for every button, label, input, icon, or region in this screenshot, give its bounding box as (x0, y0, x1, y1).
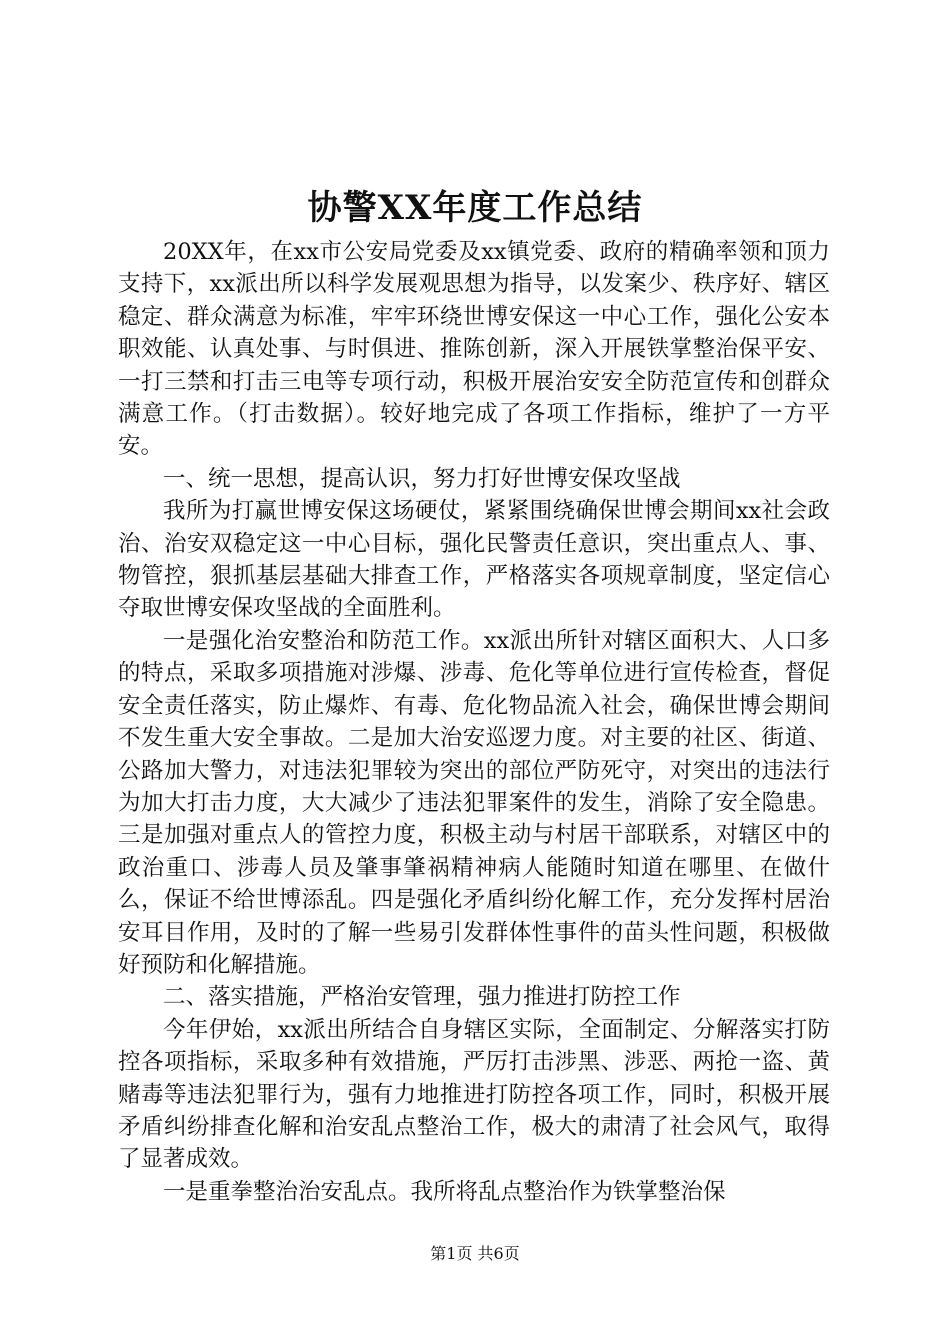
paragraph-intro: 20XX年，在xx市公安局党委及xx镇党委、政府的精确率领和顶力支持下，xx派出所以科学发展观思想为指导，以发案少、秩序好、辖区稳定、群众满意为标准，牢牢环绕世博安保这一中心工作，强化公安本职效能、认真处事、与时俱进、推陈创新，深入开展铁掌整治保平安、一打三禁和打击三电等专项行动，积极开展治安安全防范宣传和创群众满意工作。（打击数据）。较好地完成了各项工作指标，维护了一方平安。 (118, 239, 830, 460)
document-title: 协警XX年度工作总结 (307, 188, 643, 228)
section-heading-1: 一、统一思想，提高认识，努力打好世博安保攻坚战 (163, 465, 681, 492)
paragraph: 一是强化治安整治和防范工作。xx派出所针对辖区面积大、人口多的特点，采取多项措施对涉爆、涉毒、危化等单位进行宣传检查，督促安全责任落实，防止爆炸、有毒、危化物品流入社会，确保世博会期间不发生重大安全事故。二是加大治安巡逻力度。对主要的社区、街道、公路加大警力，对违法犯罪较为突出的部位严防死守，对突出的违法行为加大打击力度，大大减少了违法犯罪案件的发生，消除了安全隐患。三是加强对重点人的管控力度，积极主动与村居干部联系，对辖区中的政治重口、涉毒人员及肇事肇祸精神病人能随时知道在哪里、在做什么，保证不给世博添乱。四是强化矛盾纠纷化解工作，充分发挥村居治安耳目作用，及时的了解一些易引发群体性事件的苗头性问题，积极做好预防和化解措施。 (118, 627, 830, 978)
page-number-footer: 第1页 共6页 (430, 1244, 520, 1263)
paragraph: 今年伊始，xx派出所结合自身辖区实际，全面制定、分解落实打防控各项指标，采取多种有效措施，严厉打击涉黑、涉恶、两抢一盗、黄赌毒等违法犯罪行为，强有力地推进打防控各项工作，同时，积极开展矛盾纠纷排查化解和治安乱点整治工作，极大的肃清了社会风气，取得了显著成效。 (118, 1016, 830, 1173)
document-body (118, 236, 830, 1208)
paragraph: 我所为打赢世博安保这场硬仗，紧紧围绕确保世博会期间xx社会政治、治安双稳定这一中心目标，强化民警责任意识，突出重点人、事、物管控，狠抓基层基础大排查工作，严格落实各项规章制度，坚定信心夺取世博安保攻坚战的全面胜利。 (118, 498, 830, 622)
paragraph: 一是重拳整治治安乱点。我所将乱点整治作为铁掌整治保 (163, 1178, 726, 1205)
section-heading-2: 二、落实措施，严格治安管理，强力推进打防控工作 (163, 984, 681, 1011)
